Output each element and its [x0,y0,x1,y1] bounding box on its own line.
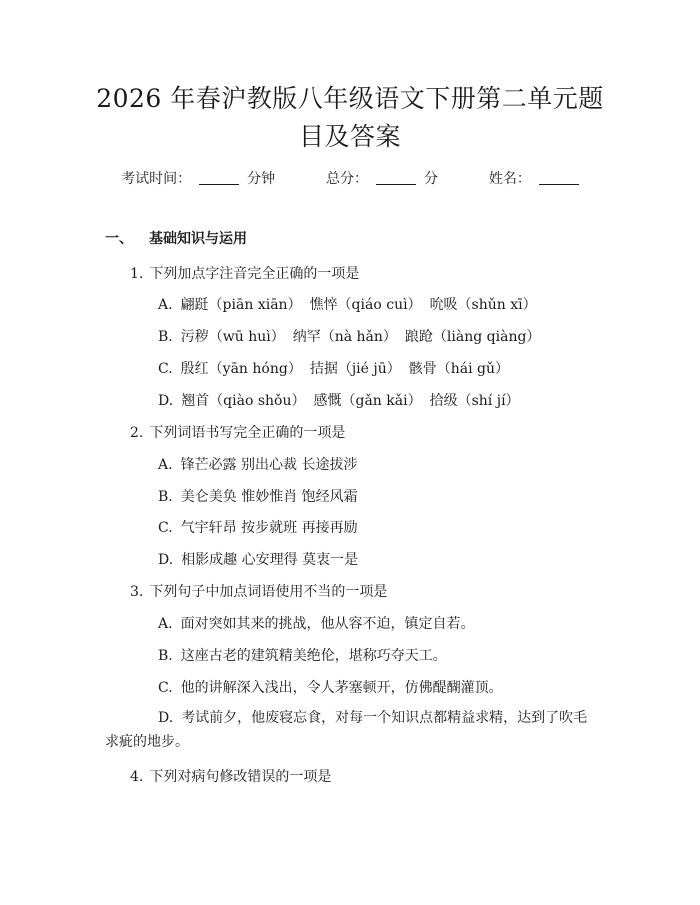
question-text: 下列句子中加点词语使用不当的一项是 [149,584,388,600]
option-word: 殷红（yān hóng） [180,361,302,377]
title-line-2: 目及答案 [298,122,401,151]
option-word: 憔悴（qiáo cuì） [309,297,422,313]
section-number: 一、 [105,231,133,247]
option-letter: C. [158,680,173,696]
question-text: 下列加点字注音完全正确的一项是 [149,266,360,282]
option-word: 踉跄（liàng qiàng） [404,329,541,345]
option-letter: A. [158,616,173,632]
q3-option-b [158,645,447,665]
score-blank [376,184,416,185]
option-letter: D. [158,710,174,726]
option-text: 他的讲解深入浅出，令人茅塞顿开，仿佛醍醐灌顶。 [180,680,503,696]
option-letter: B. [158,329,173,345]
option-text: 考试前夕，他废寝忘食，对每一个知识点都精益求精，达到了吹毛求疵的地步。 [105,710,588,750]
question-number: 1. [130,266,144,282]
score-unit: 分 [424,171,438,187]
option-letter: C. [158,520,173,536]
q1-option-d [158,390,520,410]
option-text: 锋芒必露 别出心裁 长途拔涉 [180,457,358,473]
score-label: 总分： [326,171,368,187]
section-title: 基础知识与运用 [149,231,247,247]
time-blank [199,184,239,185]
section-heading [105,228,247,248]
question-2 [130,422,345,442]
option-letter: D. [158,393,174,409]
option-letter: A. [158,297,173,313]
question-number: 3. [130,584,144,600]
option-letter: B. [158,648,173,664]
option-word: 吮吸（shǔn xī） [429,297,537,313]
option-letter: B. [158,489,173,505]
q3-option-d [105,706,595,754]
q2-option-a [158,454,357,474]
question-text: 下列对病句修改错误的一项是 [149,769,332,785]
option-word: 污秽（wū huì） [180,329,285,345]
option-word: 感慨（gǎn kǎi） [313,393,422,409]
option-text: 面对突如其来的挑战，他从容不迫，镇定自若。 [180,616,475,632]
option-letter: A. [158,457,173,473]
option-text: 气宇轩昂 按步就班 再接再励 [180,520,358,536]
name-blank [539,184,579,185]
question-3 [130,581,387,601]
option-word: 纳罕（nà hǎn） [292,329,397,345]
exam-info [0,168,700,188]
option-word: 翘首（qiào shǒu） [181,393,306,409]
question-4 [130,766,331,786]
title-line-1: 2026 年春沪教版八年级语文下册第二单元题 [96,84,604,113]
option-word: 拾级（shí jí） [429,393,520,409]
option-text: 美仑美奂 惟妙惟肖 饱经风霜 [180,489,358,505]
option-text: 这座古老的建筑精美绝伦，堪称巧夺天工。 [180,648,447,664]
q3-option-c [158,677,503,697]
q1-option-a [158,294,537,314]
q1-option-b [158,326,540,346]
q2-option-d [158,549,358,569]
question-number: 4. [130,769,144,785]
question-text: 下列词语书写完全正确的一项是 [149,425,346,441]
option-text: 相影成趣 心安理得 莫衷一是 [181,552,359,568]
q2-option-b [158,486,358,506]
time-label: 考试时间： [121,171,192,187]
option-letter: D. [158,552,174,568]
name-label: 姓名： [488,171,531,187]
question-number: 2. [130,425,144,441]
question-1 [130,263,359,283]
option-word: 翩跹（piān xiān） [180,297,302,313]
time-unit: 分钟 [247,171,276,187]
option-word: 拮据（jié jū） [309,361,401,377]
q2-option-c [158,517,358,537]
q3-option-a [158,613,475,633]
page-title [90,80,610,156]
option-letter: C. [158,361,173,377]
q1-option-c [158,358,509,378]
option-word: 骸骨（hái gǔ） [408,361,510,377]
